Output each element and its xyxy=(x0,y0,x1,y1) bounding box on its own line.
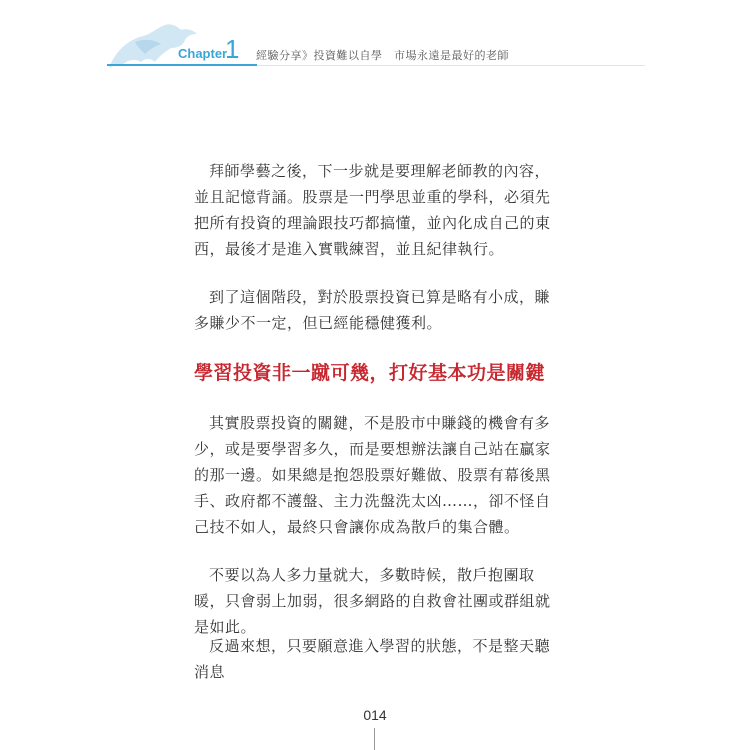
paragraph: 其實股票投資的關鍵，不是股市中賺錢的機會有多少，或是要學習多久，而是要想辦法讓自己站在贏家的那一邊。如果總是抱怨股票好難做、股票有幕後黑手、政府都不護盤、主力洗盤洗太凶……，卻不怪自己技不如人，最終只會讓你成為散戶的集合體。 xyxy=(194,414,551,536)
chapter-label: Chapter xyxy=(178,46,228,61)
chapter-number: 1 xyxy=(225,34,240,64)
page-marker-line xyxy=(374,728,375,750)
page-number: 014 xyxy=(363,707,387,723)
header-rule-accent xyxy=(107,64,257,66)
running-header xyxy=(0,0,750,90)
chapter-title: 經驗分享》投資難以自學 市場永遠是最好的老師 xyxy=(256,49,509,62)
header-rule xyxy=(257,65,645,66)
paragraph: 不要以為人多力量就大，多數時候，散戶抱團取暖，只會弱上加弱，很多網路的自救會社團或群組就是如此。 xyxy=(194,566,551,636)
paragraph: 拜師學藝之後，下一步就是要理解老師教的內容，並且記憶背誦。股票是一門學思並重的學科，必須先把所有投資的理論跟技巧都搞懂，並內化成自己的東西，最後才是進入實戰練習，並且紀律執行。 xyxy=(194,162,551,258)
section-heading: 學習投資非一蹴可幾，打好基本功是關鍵 xyxy=(194,362,546,384)
paragraph: 到了這個階段，對於股票投資已算是略有小成，賺多賺少不一定，但已經能穩健獲利。 xyxy=(194,288,551,332)
paragraph: 反過來想，只要願意進入學習的狀態，不是整天聽消息 xyxy=(194,637,551,681)
